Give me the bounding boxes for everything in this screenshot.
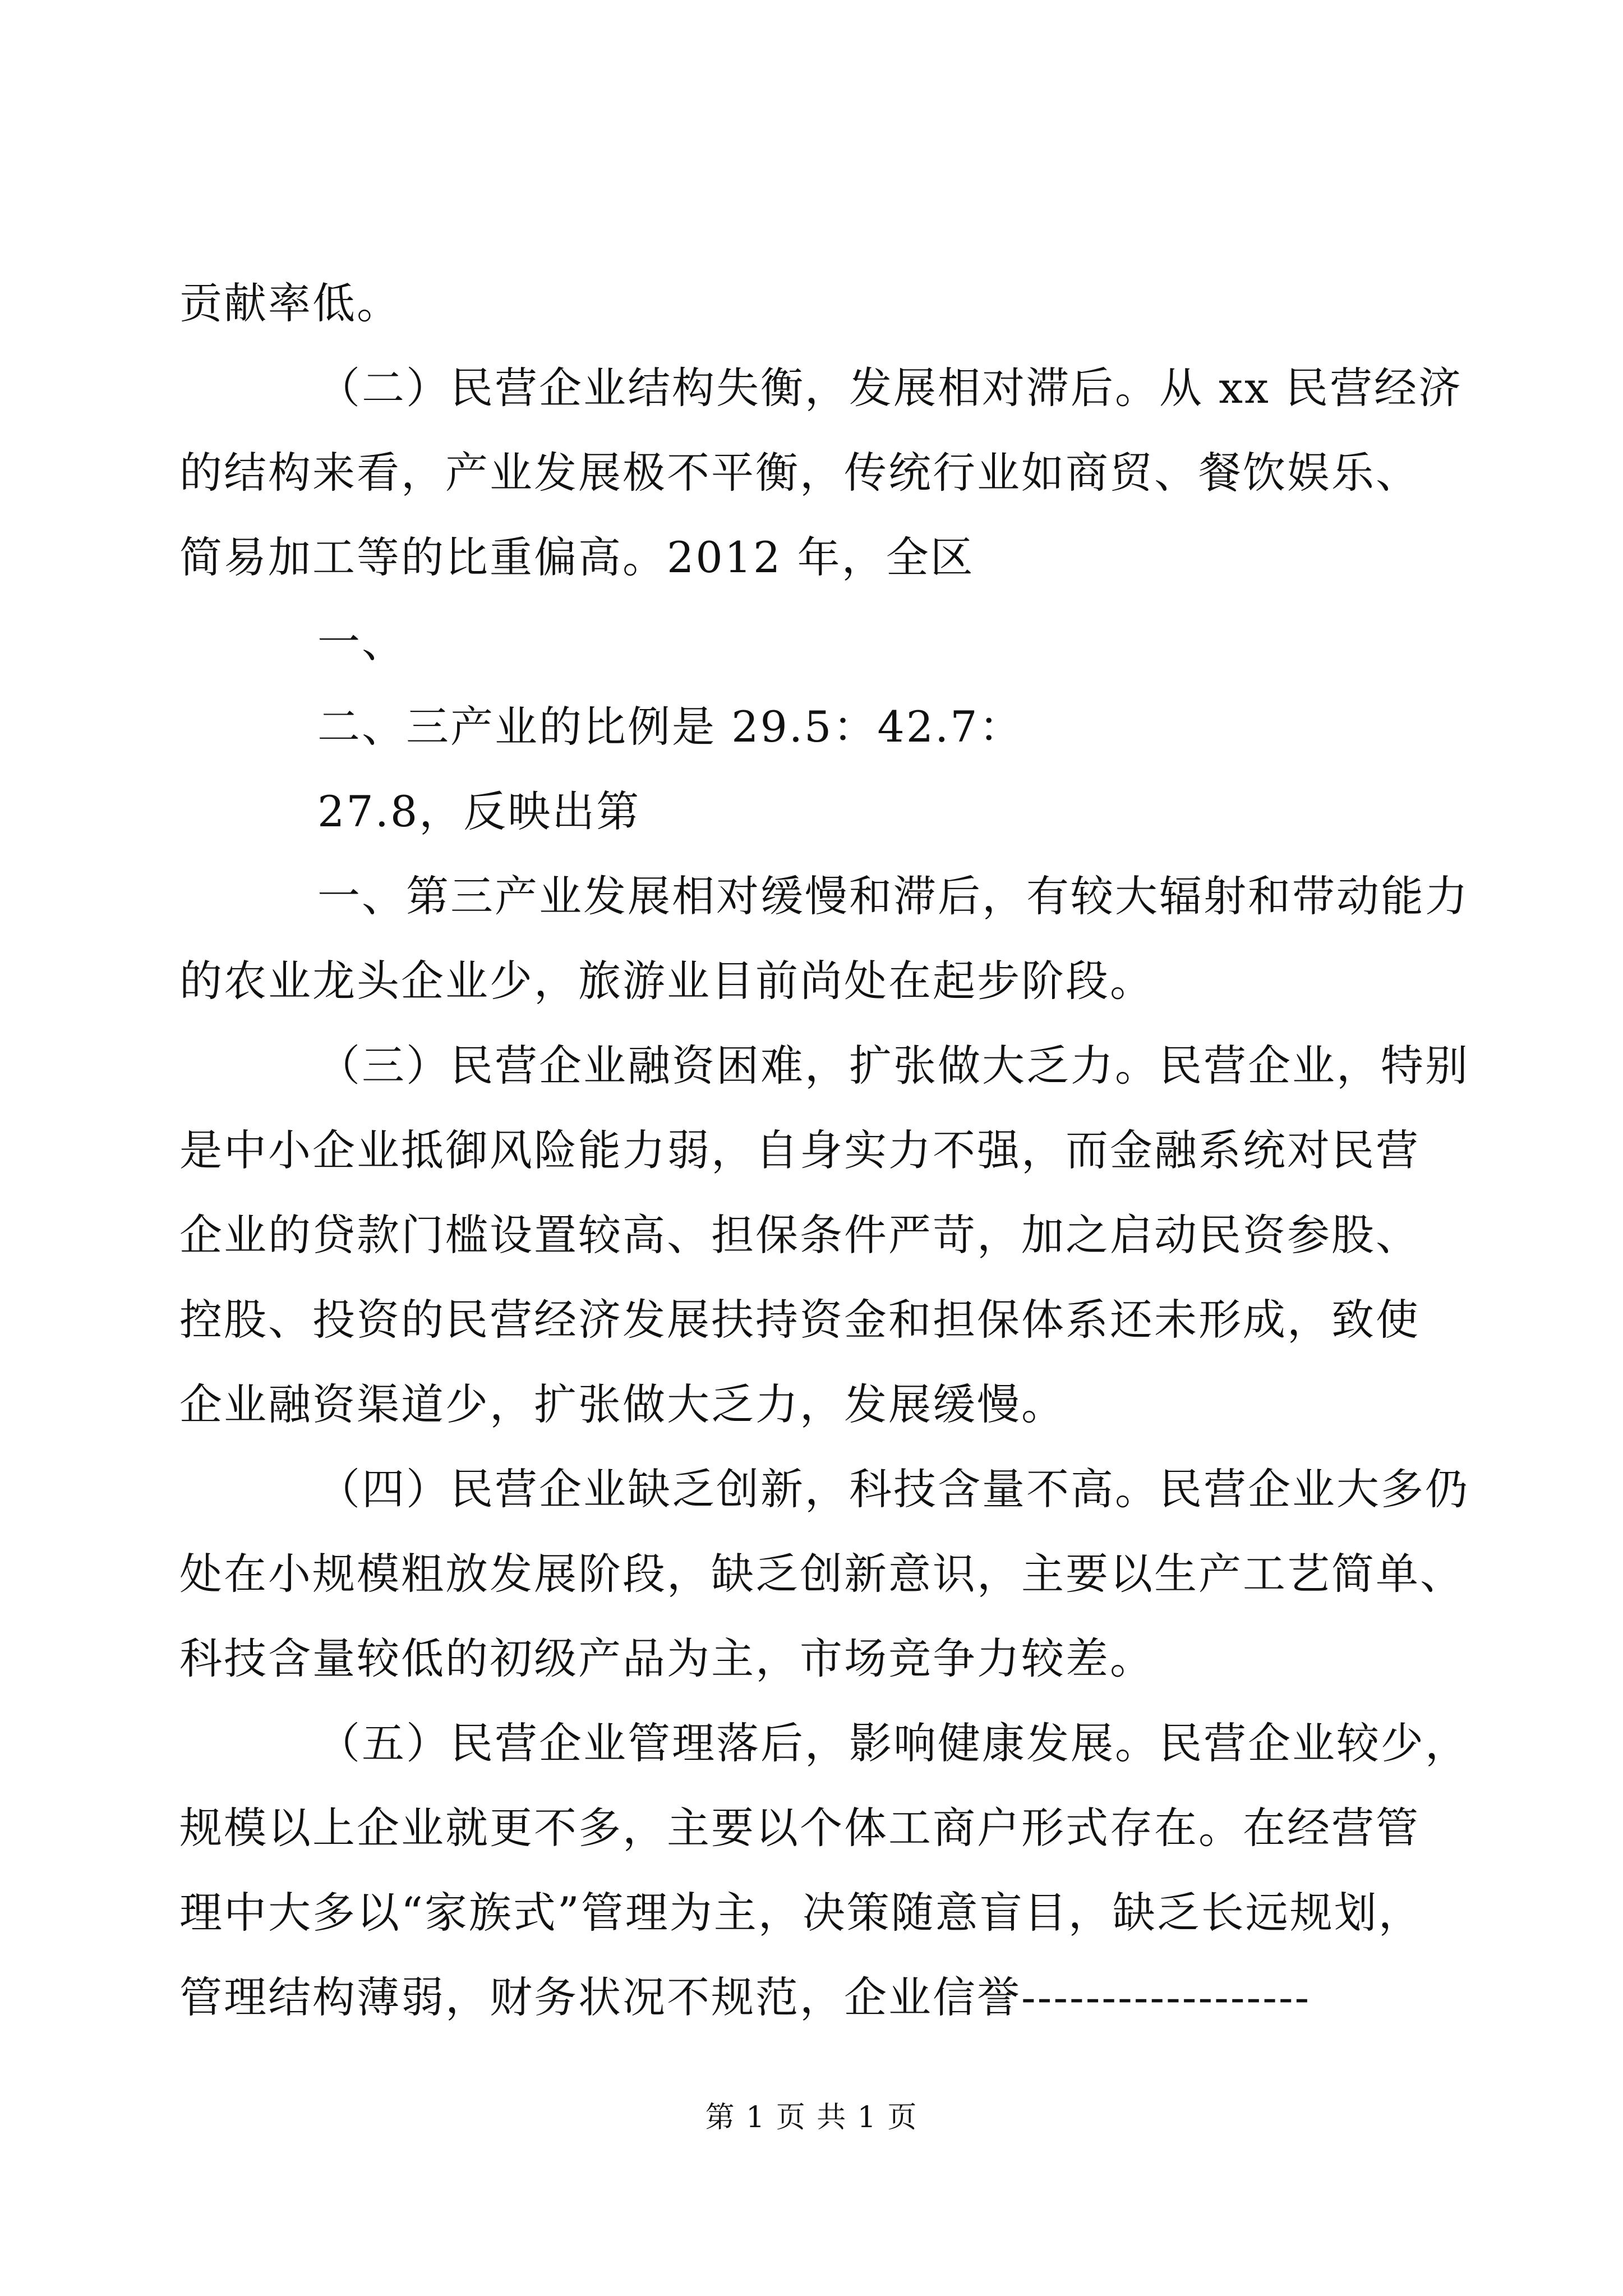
text-line-19: 规模以上企业就更不多，主要以个体工商户形式存在。在经营管: [179, 1803, 1420, 1853]
text-line-11: 是中小企业抵御风险能力弱，自身实力不强，而金融系统对民营: [179, 1125, 1420, 1175]
text-line-4: 简易加工等的比重偏高。2012 年，全区: [179, 532, 975, 582]
page-footer: 第 1 页 共 1 页: [705, 2101, 918, 2134]
text-line-5: 一、: [317, 617, 406, 667]
paragraph-3-heading-line: （三）民营企业融资困难，扩张做大乏力。民营企业，特别: [317, 1041, 1469, 1091]
text-line-21: 管理结构薄弱，财务状况不规范，企业信誉------------------: [179, 1972, 1311, 2022]
text-line-16: 处在小规模粗放发展阶段，缺乏创新意识，主要以生产工艺简单、: [179, 1549, 1464, 1599]
text-line-9: 的农业龙头企业少，旅游业目前尚处在起步阶段。: [179, 956, 1154, 1006]
text-line-20: 理中大多以“家族式”管理为主，决策随意盲目，缺乏长远规划，: [179, 1888, 1423, 1938]
text-line-6: 二、三产业的比例是 29.5：42.7：: [317, 702, 1023, 752]
text-line-8: 一、第三产业发展相对缓慢和滞后，有较大辐射和带动能力: [317, 871, 1469, 921]
text-line-13: 控股、投资的民营经济发展扶持资金和担保体系还未形成，致使: [179, 1295, 1420, 1345]
paragraph-5-heading-line: （五）民营企业管理落后，影响健康发展。民营企业较少，: [317, 1718, 1469, 1768]
text-line-3: 的结构来看，产业发展极不平衡，传统行业如商贸、餐饮娱乐、: [179, 448, 1420, 498]
document-body: [179, 261, 1469, 2040]
paragraph-2-heading-line: （二）民营企业结构失衡，发展相对滞后。从 xx 民营经济: [317, 363, 1463, 413]
paragraph-4-heading-line: （四）民营企业缺乏创新，科技含量不高。民营企业大多仍: [317, 1464, 1469, 1514]
text-line-7: 27.8，反映出第: [317, 786, 641, 836]
text-line-14: 企业融资渠道少，扩张做大乏力，发展缓慢。: [179, 1379, 1066, 1429]
text-line-1: 贡献率低。: [179, 278, 401, 328]
text-line-12: 企业的贷款门槛设置较高、担保条件严苛，加之启动民资参股、: [179, 1210, 1420, 1260]
text-line-17: 科技含量较低的初级产品为主，市场竞争力较差。: [179, 1634, 1154, 1683]
